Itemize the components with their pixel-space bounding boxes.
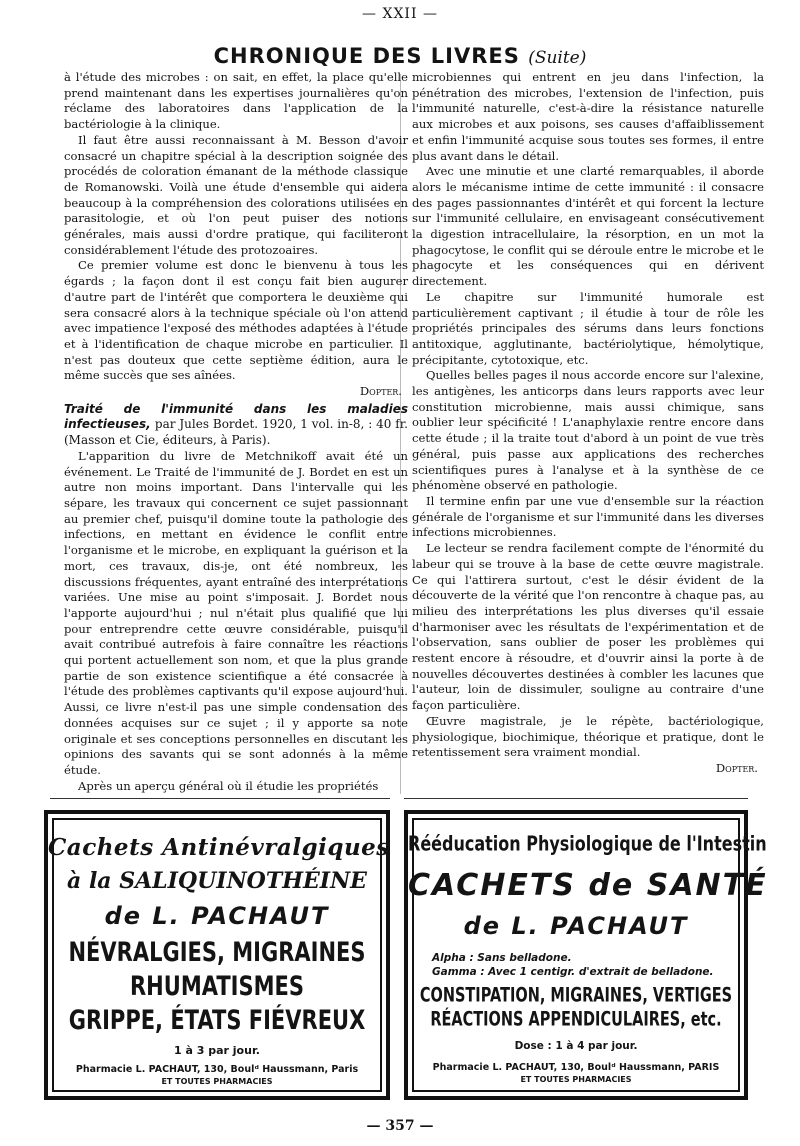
ad-indication: CONSTIPATION, MIGRAINES, VERTIGES: [419, 985, 733, 1007]
title-text: CHRONIQUE DES LIVRES: [213, 44, 520, 68]
signature: Dopter.: [715, 760, 758, 775]
paragraph: L'apparition du livre de Metchnikoff avait été un événement. Le Traité de l'immunité de J. Bordet en est un autre non moins important. Dans l'intervalle qui les sépare, les travaux qui concernent ce sujet passionnant au premier chef, puisqu'il domine toute la pathologie des infections, en mettant en évidence le conflit entre l'organisme et le microbe, en expliquant la guérison et la mort, ces travaux, dis-je, ont été nombreux, les discussions fréquentes, ayant entraîné des interprétations variées. Une mise au point s'imposait. J. Bordet nous l'apporte aujourd'hui ; nul n'était plus qualifié que lui pour entreprendre cette œuvre considérable, puisqu'il avait contribué autrefois à faire connaître les réactions qui portent actuellement son nom, et que la plus grande partie de son existence scientifique a été consacrée à l'étude des problèmes captivants qu'il expose aujourd'hui. Aussi, ce livre n'est-il pas une simple condensation des données acquises sur ce sujet ; il y apporte sa note originale et ses conceptions personnelles en discutant les opinions des savants qui se sont adonnés à la même étude.: [64, 448, 408, 777]
paragraph: Le chapitre sur l'immunité humorale est particulièrement captivant ; il étudie à tour de rôle les propriétés principales des sérums dans leurs fonctions antitoxique, agglutinante, bactériolytique, hémolytique, précipitante, cytotoxique, etc.: [412, 289, 764, 367]
divider-left: [50, 798, 390, 799]
ad-pharmacy: Pharmacie L. PACHAUT, 130, Boulᵈ Haussmann, Paris: [75, 1064, 359, 1075]
ad-indication: RHUMATISMES: [130, 971, 304, 1001]
ad-pharmacies: ET TOUTES PHARMACIES: [161, 1077, 273, 1086]
signature: Dopter.: [359, 384, 402, 399]
left-column: [64, 70, 408, 794]
paragraph: Avec une minutie et une clarté remarquables, il aborde alors le mécanisme intime de cette immunité : il consacre des pages passionnantes d'intérêt et qui forcent la lecture sur l'immunité cellulaire, en envisageant consécutivement la digestion intracellulaire, la résorption, en un mot la phagocytose, le conflit qui se déroule entre le microbe et le phagocyte et les conséquences qui en dérivent directement.: [412, 164, 764, 289]
ad-alpha: Alpha : Sans belladone.: [432, 952, 572, 964]
paragraph: à l'étude des microbes : on sait, en effet, la place qu'elle prend maintenant dans les expertises journalières qu'on réclame des laboratoires dans l'application de la bactériologie à la clinique.: [64, 70, 408, 132]
paragraph: Il termine enfin par une vue d'ensemble sur la réaction générale de l'organisme et sur l'immunité dans les diverses infections microbiennes.: [412, 493, 764, 540]
ad-headline: Cachets Antinévralgiques: [48, 834, 390, 861]
paragraph: Œuvre magistrale, je le répète, bactériologique, physiologique, biochimique, théorique et pratique, dont le retentissement sera vraiment mondial.: [412, 713, 764, 760]
ad-indication: NÉVRALGIES, MIGRAINES: [68, 937, 366, 967]
title-suite: (Suite): [528, 48, 587, 68]
book-title: Traité de l'immunité dans les maladies infectieuses,: [64, 401, 408, 432]
paragraph: Ce premier volume est donc le bienvenu à tous les égards ; la façon dont il est conçu fait bien augurer d'autre part de l'intérêt que comportera le deuxième qui sera consacré alors à la technique spéciale où l'on attend avec impatience l'exposé des méthodes adaptées à l'étude et à l'identification de chaque microbe en particulier. Il n'est pas douteux que cette septième édition, aura le même succès que ses aînées.: [64, 258, 408, 383]
advertisement-saliquinotheine: [44, 810, 390, 1100]
ad-brand: de L. PACHAUT: [463, 912, 689, 940]
ad-indication: GRIPPE, ÉTATS FIÉVREUX: [68, 1005, 366, 1035]
book-reference: par Jules Bordet. 1920, 1 vol. in-8, : 40 fr. (Masson et Cie, éditeurs, à Paris).: [64, 417, 408, 448]
page-number-top: — XXII —: [362, 6, 438, 22]
right-column: [412, 70, 764, 777]
paragraph: Après un aperçu général où il étudie les propriétés: [78, 778, 379, 793]
paragraph: Le lecteur se rendra facilement compte de l'énormité du labeur qui se trouve à la base de cette œuvre magistrale. Ce qui l'attirera surtout, c'est le désir évident de la découverte de la vérité que l'on rencontre à chaque pas, au milieu des interprétations les plus diverses qu'il essaie d'harmoniser avec les résultats de l'expérimentation et de l'observation, sans oublier de poser les problèmes qui restent encore à résoudre, et d'ouvrir ainsi la porte à de nouvelles découvertes destinées à combler les lacunes que l'auteur, loin de dissimuler, souligne au contraire d'une façon particulière.: [412, 541, 764, 713]
ad-brand: de L. PACHAUT: [104, 902, 330, 930]
page-title: [0, 44, 800, 68]
advertisement-cachets-de-sante: [404, 810, 768, 1100]
ad-indication: RÉACTIONS APPENDICULAIRES, etc.: [430, 1009, 722, 1031]
ad-headline: Rééducation Physiologique de l'Intestin: [408, 831, 767, 856]
ad-dose: 1 à 3 par jour.: [174, 1044, 260, 1057]
paragraph: microbiennes qui entrent en jeu dans l'infection, la pénétration des microbes, l'extension de l'infection, puis l'immunité naturelle, c'est-à-dire la résistance naturelle aux microbes et aux poisons, ses causes d'affaiblissement et enfin l'immunité acquise sous toutes ses formes, il entre plus avant dans le détail.: [412, 70, 764, 163]
paragraph: Quelles belles pages il nous accorde encore sur l'alexine, les antigènes, les anticorps dans leurs rapports avec leur constitution microbienne, mais aussi chimique, sans oublier leur spécificité ! L'anaphylaxie rentre encore dans cette étude ; il la traite tout d'abord à un point de vue très général, puis passe aux applications des recherches scientifiques pures à l'analyse et à la synthèse de ce phénomène observé en pathologie.: [412, 368, 764, 493]
ad-product: CACHETS de SANTÉ: [408, 868, 768, 903]
ad-subheadline: à la SALIQUINOTHÉINE: [67, 868, 367, 894]
paragraph: Il faut être aussi reconnaissant à M. Besson d'avoir consacré un chapitre spécial à la description soignée des procédés de coloration émanant de la méthode classique de Romanowski. Voilà une étude d'ensemble qui aidera beaucoup à la compréhension des colorations utilisées en parasitologie, et où l'on peut puiser des notions générales, mais aussi d'ordre pratique, qui faciliteront considérablement l'étude des protozoaires.: [64, 132, 408, 257]
ad-gamma: Gamma : Avec 1 centigr. d'extrait de belladone.: [432, 966, 714, 978]
divider-right: [404, 798, 748, 799]
page-number-bottom: — 357 —: [366, 1118, 434, 1134]
ad-dose: Dose : 1 à 4 par jour.: [514, 1040, 638, 1052]
ad-pharmacies: ET TOUTES PHARMACIES: [520, 1075, 632, 1084]
ad-pharmacy: Pharmacie L. PACHAUT, 130, Boulᵈ Haussmann, PARIS: [432, 1062, 720, 1073]
book-heading: [64, 402, 408, 449]
